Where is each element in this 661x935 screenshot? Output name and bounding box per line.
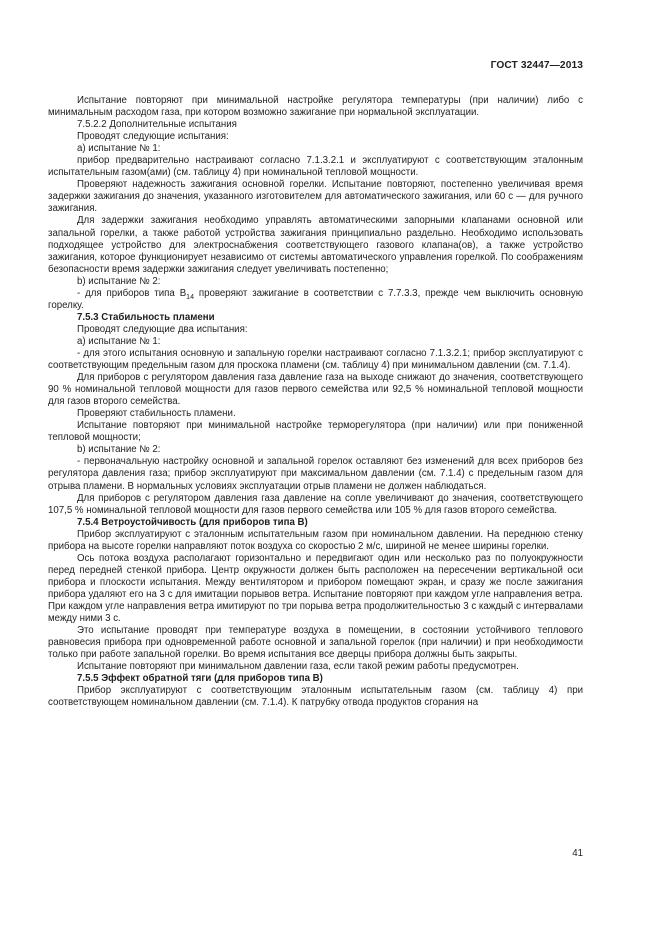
list-item-label: а) испытание № 1: <box>77 335 161 347</box>
paragraph: Прибор эксплуатируют с эталонным испытательным газом при номинальном давлении. На переднюю стенку прибора на высоте горелки направляют поток воздуха со скоростью 2 м/с, шириной не менее ширины горелки. <box>48 528 583 552</box>
paragraph: - первоначальную настройку основной и запальной горелок оставляют без изменений для всех приборов без регулятора давления газа; прибор эксплуатируют при максимальном давлении (см. 7.1.4) с предельным газом для отрыва пламени. В нормальных условиях эксплуатации отрыв пламени не должен наблюдаться. <box>48 456 583 492</box>
paragraph: Ось потока воздуха располагают горизонтально и передвигают один или несколько раз по полуокружности перед передней стенкой прибора. Центр окружности должен быть расположен на пересечении вертикальной оси прибора и плоскости испытания. Между вентилятором и прибором помещают экран, и сразу же после зажигания прибора удаляют его на 3 с для имитации порывов ветра. Испытание повторяют при каждом угле направления ветра. При каждом угле направления ветра имитируют по три порыва ветра продолжительностью 3 с каждый с интервалами между ними 3 с. <box>48 552 583 625</box>
document-body <box>48 95 583 709</box>
paragraph: Проверяют надежность зажигания основной горелки. Испытание повторяют, постепенно увеличивая время задержки зажигания до значения, указанного изготовителем для автоматического зажигания, или 60 с — для ручного зажигания. <box>48 179 583 215</box>
section-heading: 7.5.3 Стабильность пламени <box>77 311 215 323</box>
section-heading: 7.5.5 Эффект обратной тяги (для приборов типа B) <box>77 673 323 685</box>
paragraph: Прибор эксплуатируют с соответствующим эталонным испытательным газом (см. таблицу 4) при соответствующем номинальном давлении (см. 7.1.4). К патрубку отвода продуктов сгорания на <box>48 685 583 709</box>
paragraph-part: проверяют зажигание в соответствии с 7.7.3.3, прежде чем выключить основную горелку. <box>48 287 584 311</box>
paragraph: прибор предварительно настраивают согласно 7.1.3.2.1 и эксплуатируют с соответствующим эталонным испытательным газом(ами) (см. таблицу 4) при номинальной тепловой мощности. <box>48 155 583 179</box>
paragraph: Испытание повторяют при минимальном давлении газа, если такой режим работы предусмотрен. <box>77 661 519 673</box>
list-item-label: а) испытание № 1: <box>77 143 161 155</box>
paragraph-part: - для приборов типа B <box>77 287 187 299</box>
paragraph: Проверяют стабильность пламени. <box>77 408 236 420</box>
paragraph: Это испытание проводят при температуре воздуха в помещении, в состоянии устойчивого теплового равновесия прибора при одновременной работе основной и запальной горелок (при наличии) и при необходимости только при работе запальной горелки. Во время испытания все дверцы прибора должны быть закрыты. <box>48 625 583 661</box>
standard-designation: ГОСТ 32447—2013 <box>490 60 583 71</box>
page-number: 41 <box>572 848 583 859</box>
list-item-label: b) испытание № 2: <box>77 444 161 456</box>
section-heading: 7.5.4 Ветроустойчивость (для приборов типа B) <box>77 516 308 528</box>
subsection-heading: 7.5.2.2 Дополнительные испытания <box>77 119 237 131</box>
paragraph: Испытание повторяют при минимальной настройке терморегулятора (при наличии) или при пониженной тепловой мощности; <box>48 420 583 444</box>
subscript: 14 <box>186 293 194 301</box>
paragraph: Проводят следующие испытания: <box>77 131 229 143</box>
paragraph <box>48 288 583 312</box>
paragraph: - для этого испытания основную и запальную горелки настраивают согласно 7.1.3.2.1; прибор эксплуатируют с соответствующим предельным газом для проскока пламени (см. таблицу 4) при минимальном давлении (см. 7.1.4). <box>48 347 583 372</box>
paragraph: Испытание повторяют при минимальной настройке регулятора температуры (при наличии) либо с минимальным расходом газа, при котором возможно зажигание при нормальной эксплуатации. <box>48 95 583 119</box>
paragraph: Для приборов с регулятором давления газа давление на сопле увеличивают до значения, соответствующего 107,5 % номинальной тепловой мощности для газов первого семейства или 105 % для газов второго семейства. <box>48 492 583 516</box>
paragraph: Для задержки зажигания необходимо управлять автоматическими запорными клапанами основной или запальной горелки, а также работой устройства зажигания принципиально раздельно. Необходимо использовать подходящее устройство для электроснабжения соответствующего газового клапана(ов), а также устройство зажигания, которое функционирует независимо от системы автоматического управления горелкой. По соображениям безопасности время задержки зажигания следует увеличивать постепенно; <box>48 215 583 275</box>
paragraph: Для приборов с регулятором давления газа давление газа на выходе снижают до значения, соответствующего 90 % номинальной тепловой мощности для газов первого семейства или 92,5 % номинальной тепловой мощности для газов второго семейства. <box>48 372 583 408</box>
list-item-label: b) испытание № 2: <box>77 275 161 287</box>
paragraph: Проводят следующие два испытания: <box>77 323 248 335</box>
